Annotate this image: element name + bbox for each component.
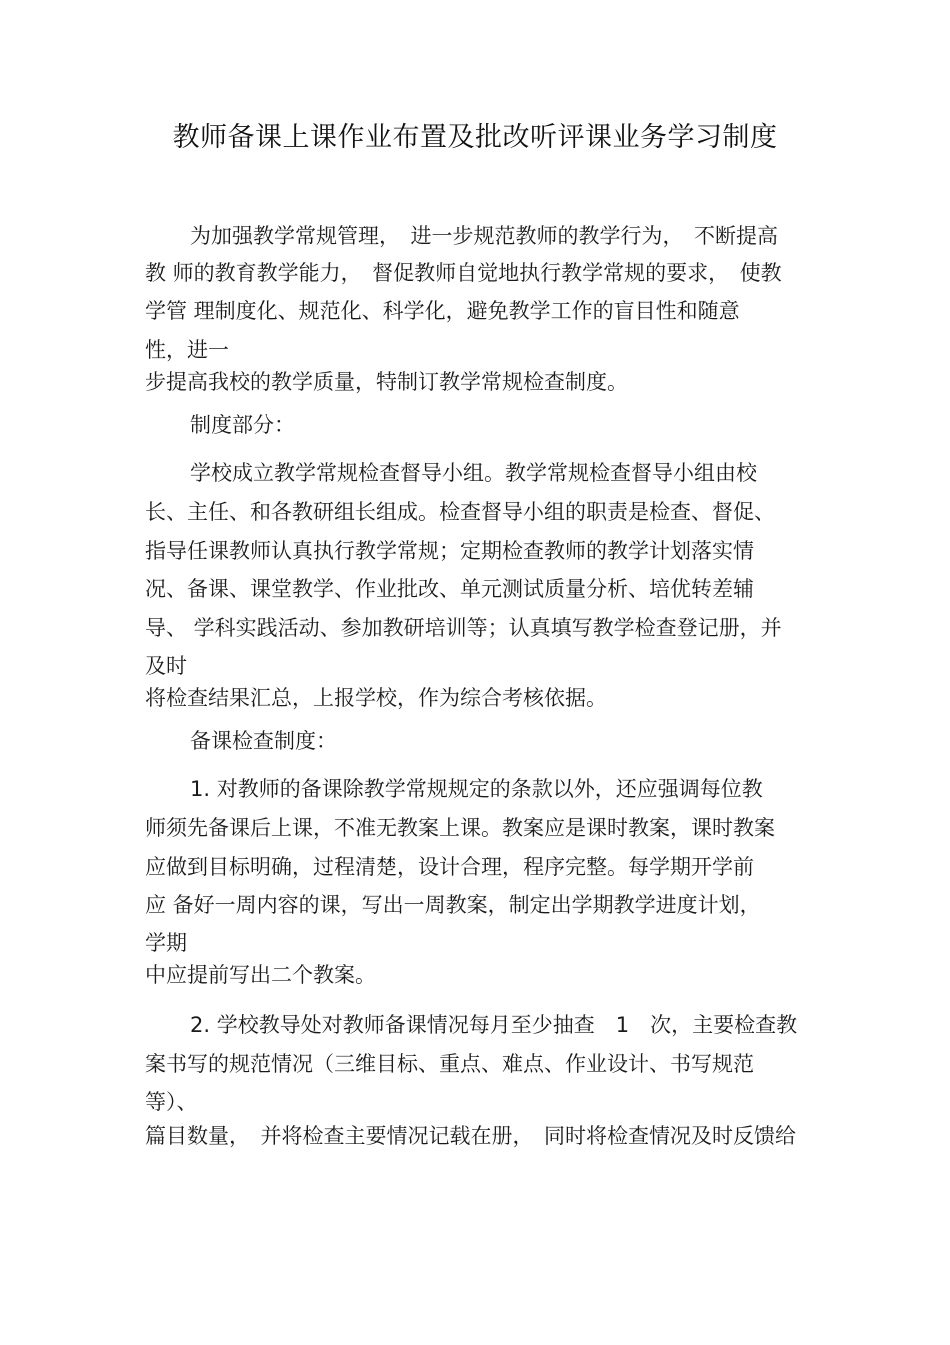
paragraph-line: 性，进一 [145,338,229,362]
paragraph-line: 篇目数量， 并将检查主要情况记载在册， 同时将检查情况及时反馈给 [145,1124,796,1148]
paragraph-line: 教 师的教育教学能力， 督促教师自觉地执行教学常规的要求， 使教 [145,261,782,285]
paragraph-line: 导、 学科实践活动、参加教研培训等；认真填写教学检查登记册，并 [145,616,782,640]
paragraph-line: 学管 理制度化、规范化、科学化，避免教学工作的盲目性和随意 [145,299,740,323]
paragraph-line: 况、备课、课堂教学、作业批改、单元测试质量分析、培优转差辅 [145,577,754,601]
paragraph-line: 中应提前写出二个教案。 [145,963,376,987]
paragraph-line: 学校成立教学常规检查督导小组。教学常规检查督导小组由校 [190,461,757,485]
paragraph-line: 学期 [145,931,187,955]
document-title: 教师备课上课作业布置及批改听评课业务学习制度 [172,122,778,153]
paragraph-line: 1. 对教师的备课除教学常规规定的条款以外，还应强调每位教 [190,777,763,801]
paragraph-line: 为加强教学常规管理， 进一步规范教师的教学行为， 不断提高 [190,224,778,248]
paragraph-line: 及时 [145,654,187,678]
section-heading: 制度部分： [190,413,295,437]
paragraph-line: 2. 学校教导处对教师备课情况每月至少抽查 1 次，主要检查教 [190,1013,798,1037]
paragraph-line: 应做到目标明确，过程清楚，设计合理，程序完整。每学期开学前 [145,855,754,879]
paragraph-line: 步提高我校的教学质量，特制订教学常规检查制度。 [145,370,628,394]
section-heading: 备课检查制度： [190,729,337,753]
paragraph-line: 等）、 [145,1090,198,1114]
paragraph-line: 案书写的规范情况（三维目标、重点、难点、作业设计、书写规范 [145,1052,754,1076]
paragraph-line: 师须先备课后上课，不准无教案上课。教案应是课时教案，课时教案 [145,816,775,840]
paragraph-line: 将检查结果汇总，上报学校，作为综合考核依据。 [145,686,607,710]
paragraph-line: 应 备好一周内容的课，写出一周教案，制定出学期教学进度计划， [145,893,761,917]
paragraph-line: 长、主任、和各教研组长组成。检查督导小组的职责是检查、督促、 [145,500,775,524]
paragraph-line: 指导任课教师认真执行教学常规；定期检查教师的教学计划落实情 [145,539,754,563]
